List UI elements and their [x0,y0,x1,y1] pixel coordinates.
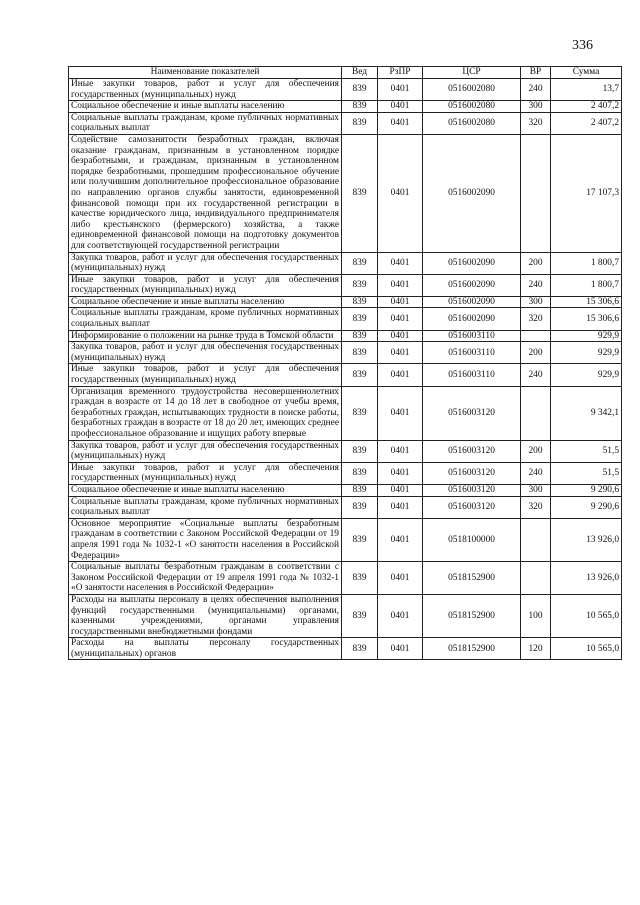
table-row [69,440,622,462]
cell-csr: 0516002080 [423,101,521,113]
cell-rzpr: 0401 [378,484,423,496]
cell-csr: 0518152900 [423,562,521,595]
cell-rzpr: 0401 [378,638,423,660]
cell-csr: 0516002080 [423,79,521,101]
cell-ved: 839 [342,496,378,518]
cell-name: Социальное обеспечение и иные выплаты населению [69,296,342,308]
cell-csr: 0518100000 [423,518,521,561]
table-header [69,67,622,79]
header-ved: Вед [342,67,378,79]
cell-name: Расходы на выплаты персоналу государственных (муниципальных) органов [69,638,342,660]
cell-ved: 839 [342,342,378,364]
header-vr: ВР [521,67,551,79]
table-row [69,364,622,386]
cell-rzpr: 0401 [378,364,423,386]
cell-csr: 0516003120 [423,462,521,484]
cell-ved: 839 [342,308,378,330]
cell-sum: 13 926,0 [551,562,622,595]
cell-vr [521,134,551,252]
cell-sum: 2 407,2 [551,101,622,113]
cell-ved: 839 [342,79,378,101]
cell-sum: 13 926,0 [551,518,622,561]
cell-rzpr: 0401 [378,296,423,308]
cell-name: Социальные выплаты безработным гражданам в соответствии с Законом Российской Федерации от 19 апреля 1991 года № 1032-1 «О занятости населения в Российской Федерации» [69,562,342,595]
cell-ved: 839 [342,101,378,113]
cell-rzpr: 0401 [378,274,423,296]
cell-vr [521,562,551,595]
cell-csr: 0516002090 [423,252,521,274]
cell-name: Иные закупки товаров, работ и услуг для обеспечения государственных (муниципальных) нужд [69,462,342,484]
cell-rzpr: 0401 [378,112,423,134]
cell-csr: 0516003120 [423,496,521,518]
cell-csr: 0518152900 [423,594,521,637]
table-row [69,638,622,660]
cell-rzpr: 0401 [378,79,423,101]
cell-sum: 15 306,6 [551,296,622,308]
cell-sum: 51,5 [551,440,622,462]
header-name: Наименование показателей [69,67,342,79]
cell-sum: 9 290,6 [551,484,622,496]
cell-vr [521,518,551,561]
cell-sum: 17 107,3 [551,134,622,252]
cell-name: Закупка товаров, работ и услуг для обеспечения государственных (муниципальных) нужд [69,440,342,462]
budget-table [68,66,622,660]
cell-csr: 0516003110 [423,330,521,342]
header-csr: ЦСР [423,67,521,79]
cell-name: Иные закупки товаров, работ и услуг для обеспечения государственных (муниципальных) нужд [69,274,342,296]
cell-vr: 300 [521,101,551,113]
cell-ved: 839 [342,562,378,595]
header-row [69,67,622,79]
table-row [69,252,622,274]
cell-rzpr: 0401 [378,342,423,364]
cell-ved: 839 [342,594,378,637]
cell-csr: 0516003120 [423,440,521,462]
cell-name: Социальное обеспечение и иные выплаты населению [69,101,342,113]
cell-sum: 2 407,2 [551,112,622,134]
cell-rzpr: 0401 [378,252,423,274]
cell-sum: 1 800,7 [551,252,622,274]
cell-rzpr: 0401 [378,562,423,595]
cell-name: Иные закупки товаров, работ и услуг для обеспечения государственных (муниципальных) нужд [69,79,342,101]
cell-vr: 320 [521,308,551,330]
cell-sum: 9 342,1 [551,386,622,440]
cell-csr: 0516002090 [423,296,521,308]
cell-ved: 839 [342,440,378,462]
cell-name: Информирование о положении на рынке труда в Томской области [69,330,342,342]
cell-rzpr: 0401 [378,386,423,440]
cell-name: Закупка товаров, работ и услуг для обеспечения государственных (муниципальных) нужд [69,342,342,364]
cell-rzpr: 0401 [378,518,423,561]
cell-sum: 10 565,0 [551,638,622,660]
cell-sum: 13,7 [551,79,622,101]
table-body [69,79,622,660]
cell-rzpr: 0401 [378,134,423,252]
page-number: 336 [572,38,593,53]
cell-ved: 839 [342,518,378,561]
cell-name: Иные закупки товаров, работ и услуг для обеспечения государственных (муниципальных) нужд [69,364,342,386]
cell-ved: 839 [342,484,378,496]
cell-sum: 929,9 [551,364,622,386]
header-rzpr: РзПР [378,67,423,79]
cell-ved: 839 [342,274,378,296]
cell-rzpr: 0401 [378,308,423,330]
cell-csr: 0516002090 [423,134,521,252]
cell-rzpr: 0401 [378,440,423,462]
cell-vr: 300 [521,484,551,496]
header-sum: Сумма [551,67,622,79]
cell-rzpr: 0401 [378,594,423,637]
cell-vr: 200 [521,252,551,274]
cell-rzpr: 0401 [378,330,423,342]
cell-ved: 839 [342,134,378,252]
cell-csr: 0516002090 [423,308,521,330]
table-row [69,274,622,296]
table-row [69,308,622,330]
table-row [69,386,622,440]
cell-vr: 240 [521,79,551,101]
table-row [69,342,622,364]
cell-name: Закупка товаров, работ и услуг для обеспечения государственных (муниципальных) нужд [69,252,342,274]
cell-ved: 839 [342,638,378,660]
cell-name: Расходы на выплаты персоналу в целях обеспечения выполнения функций государственными (муниципальными) органами, казенными учреждениями, органами управления государственными внебюджетными фондами [69,594,342,637]
cell-vr: 200 [521,342,551,364]
cell-ved: 839 [342,296,378,308]
cell-vr: 320 [521,112,551,134]
cell-vr: 100 [521,594,551,637]
cell-ved: 839 [342,112,378,134]
cell-name: Содействие самозанятости безработных граждан, включая оказание гражданам, признанным в установленном порядке безработными, и гражданам, признанным в установленном порядке безработными, прошедшим профессиональное обучение или получившим дополнительное профессиональное образование по направлению органов службы занятости, единовременной финансовой помощи при их государственной регистрации в качестве юридического лица, индивидуального предпринимателя либо крестьянского (фермерского) хозяйства, а также единовременной финансовой помощи на подготовку документов для соответствующей государственной регистрации [69,134,342,252]
cell-sum: 9 290,6 [551,496,622,518]
cell-csr: 0516002090 [423,274,521,296]
cell-vr: 200 [521,440,551,462]
cell-ved: 839 [342,462,378,484]
cell-csr: 0516003120 [423,484,521,496]
cell-rzpr: 0401 [378,101,423,113]
cell-sum: 10 565,0 [551,594,622,637]
cell-name: Организация временного трудоустройства несовершеннолетних граждан в возрасте от 14 до 18 лет в свободное от учебы время, безработных граждан, испытывающих трудности в поиске работы, безработных граждан в возрасте от 18 до 20 лет, имеющих среднее профессиональное образование и ищущих работу впервые [69,386,342,440]
cell-csr: 0516003120 [423,386,521,440]
cell-name: Социальные выплаты гражданам, кроме публичных нормативных социальных выплат [69,112,342,134]
cell-name: Социальные выплаты гражданам, кроме публичных нормативных социальных выплат [69,496,342,518]
cell-ved: 839 [342,386,378,440]
cell-csr: 0518152900 [423,638,521,660]
table-row [69,112,622,134]
cell-ved: 839 [342,364,378,386]
cell-vr: 240 [521,462,551,484]
table-row [69,79,622,101]
cell-csr: 0516002080 [423,112,521,134]
cell-vr: 120 [521,638,551,660]
table-row [69,594,622,637]
table-row [69,101,622,113]
table-row [69,330,622,342]
table-row [69,518,622,561]
cell-sum: 51,5 [551,462,622,484]
cell-vr [521,330,551,342]
cell-vr: 240 [521,364,551,386]
cell-sum: 929,9 [551,342,622,364]
cell-csr: 0516003110 [423,342,521,364]
cell-rzpr: 0401 [378,462,423,484]
cell-sum: 929,9 [551,330,622,342]
cell-ved: 839 [342,252,378,274]
cell-name: Социальное обеспечение и иные выплаты населению [69,484,342,496]
cell-rzpr: 0401 [378,496,423,518]
table-row [69,562,622,595]
cell-sum: 1 800,7 [551,274,622,296]
cell-sum: 15 306,6 [551,308,622,330]
cell-name: Социальные выплаты гражданам, кроме публичных нормативных социальных выплат [69,308,342,330]
table-row [69,134,622,252]
cell-name: Основное мероприятие «Социальные выплаты безработным гражданам в соответствии с Законом Российской Федерации от 19 апреля 1991 года № 1032-1 «О занятости населения в Российской Федерации» [69,518,342,561]
table-row [69,496,622,518]
table-row [69,296,622,308]
cell-vr: 300 [521,296,551,308]
cell-vr: 240 [521,274,551,296]
table-row [69,484,622,496]
table-row [69,462,622,484]
cell-csr: 0516003110 [423,364,521,386]
cell-vr [521,386,551,440]
cell-vr: 320 [521,496,551,518]
cell-ved: 839 [342,330,378,342]
